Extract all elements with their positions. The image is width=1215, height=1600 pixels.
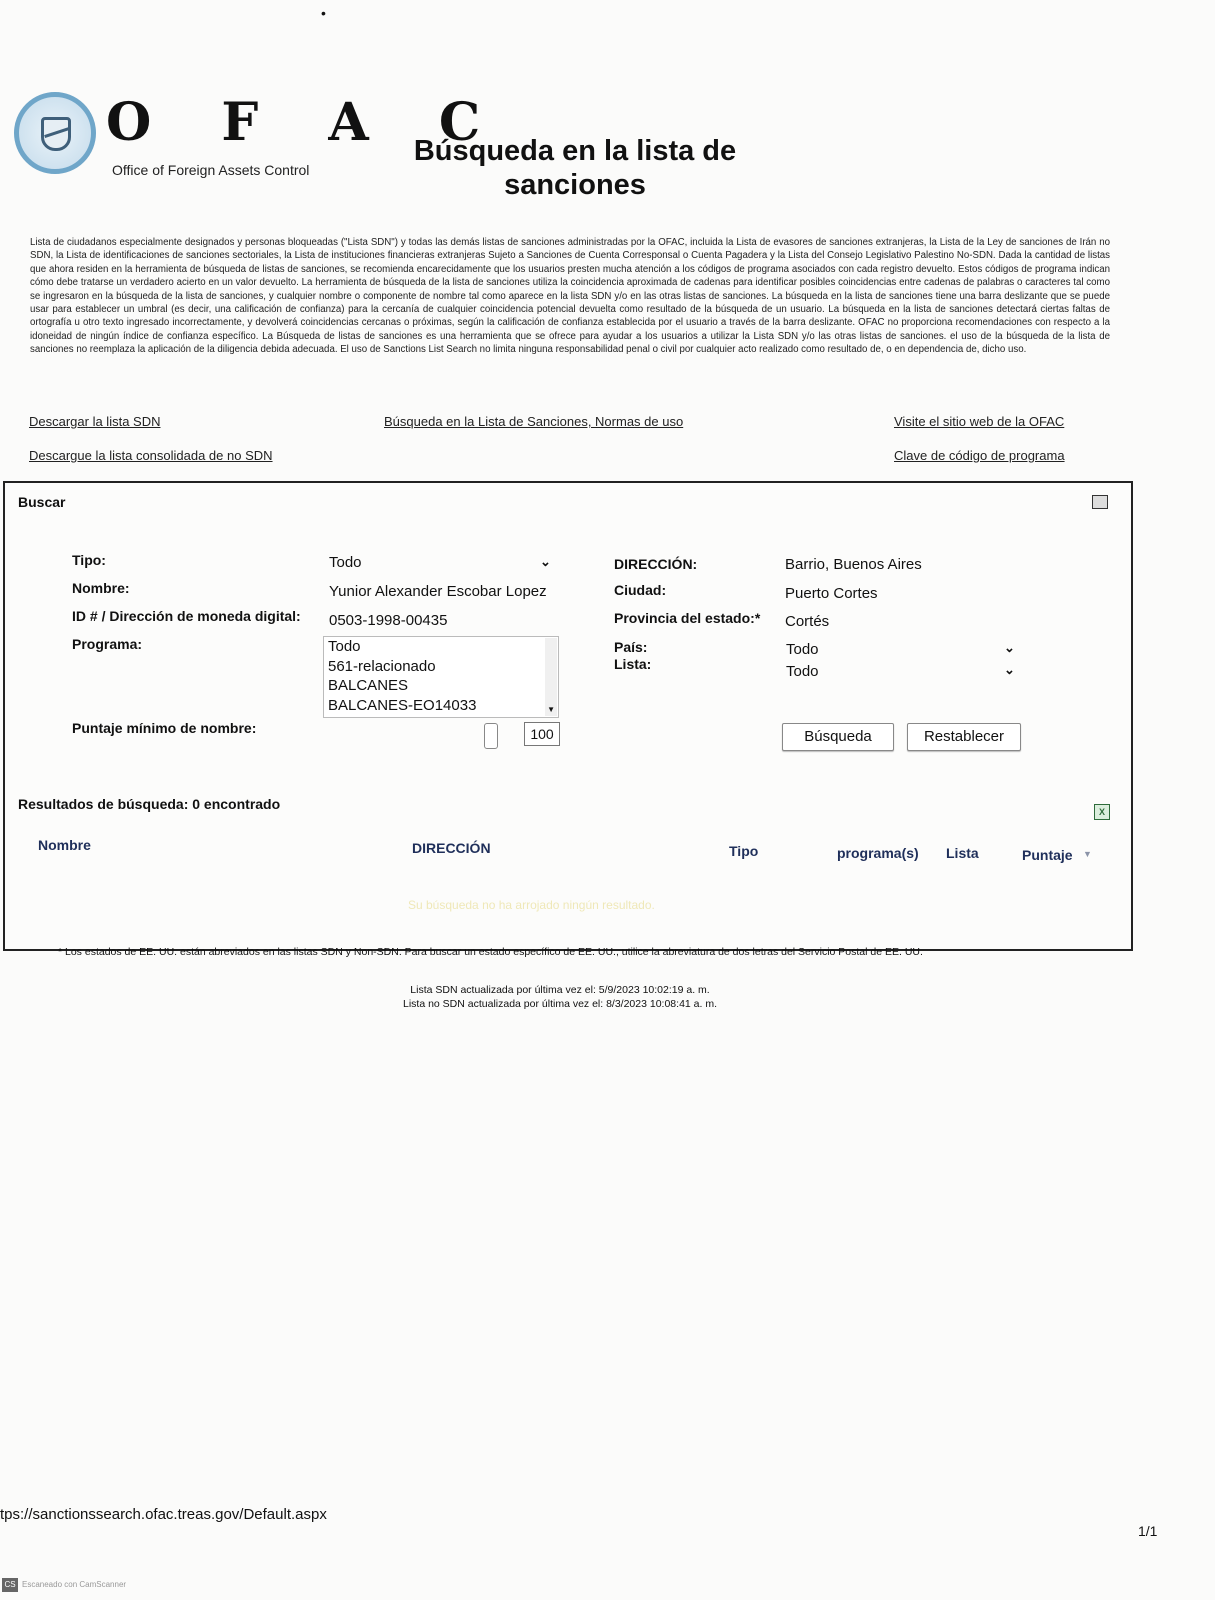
program-option[interactable]: Todo — [328, 638, 361, 655]
logo-subtitle: Office of Foreign Assets Control — [112, 162, 310, 178]
scanner-logo: CS — [2, 1578, 18, 1592]
type-label: Tipo: — [72, 552, 106, 568]
scanner-watermark — [2, 1578, 126, 1592]
logo-letters: O F A C — [106, 92, 507, 153]
column-header-name[interactable]: Nombre — [38, 837, 91, 853]
chevron-down-icon[interactable]: ⌄ — [540, 554, 551, 569]
download-sdn-link[interactable]: Descargar la lista SDN — [29, 414, 161, 429]
non-sdn-updated: Lista no SDN actualizada por última vez el: 8/3/2023 10:08:41 a. m. — [402, 998, 717, 1010]
name-label: Nombre: — [72, 580, 130, 596]
address-label: DIRECCIÓN: — [614, 556, 698, 572]
ofac-seal-icon — [14, 92, 96, 174]
column-header-programs[interactable]: programa(s) — [837, 845, 919, 861]
country-select[interactable]: Todo — [786, 641, 819, 658]
page-title-line2: sanciones — [504, 169, 646, 201]
city-input[interactable]: Puerto Cortes — [785, 585, 878, 602]
column-header-address[interactable]: DIRECCIÓN — [412, 840, 491, 856]
download-non-sdn-link[interactable]: Descargue la lista consolidada de no SDN — [29, 448, 273, 463]
results-title: Resultados de búsqueda: 0 encontrado — [18, 796, 281, 812]
program-label: Programa: — [72, 636, 143, 652]
column-header-score[interactable]: Puntaje — [1022, 847, 1073, 863]
min-score-input[interactable]: 100 — [524, 722, 560, 746]
id-label: ID # / Dirección de moneda digital: — [72, 608, 301, 624]
sort-down-icon[interactable]: ▼ — [1083, 849, 1092, 859]
state-input[interactable]: Cortés — [785, 613, 830, 630]
chevron-down-icon[interactable]: ⌄ — [1004, 662, 1015, 677]
page-title — [380, 134, 770, 202]
country-label: País: — [614, 639, 648, 655]
print-url: tps://sanctionssearch.ofac.treas.gov/Default.aspx — [0, 1506, 327, 1523]
sdn-updated: Lista SDN actualizada por última vez el: 5/9/2023 10:02:19 a. m. — [410, 984, 710, 996]
type-select[interactable]: Todo — [329, 554, 362, 571]
states-footnote: * Los estados de EE. UU. están abreviados en las listas SDN y Non-SDN. Para buscar un estado específico de EE. UU., utilice la abreviatura de dos letras del Servicio Postal de EE. UU. — [58, 946, 923, 958]
state-label: Provincia del estado:* — [614, 610, 761, 626]
program-option[interactable]: BALCANES-EO14033 — [328, 696, 477, 714]
excel-export-icon[interactable]: X — [1094, 804, 1110, 820]
program-key-link[interactable]: Clave de código de programa — [894, 448, 1065, 463]
chevron-down-icon[interactable]: ⌄ — [1004, 640, 1015, 655]
id-input[interactable]: 0503-1998-00435 — [329, 612, 448, 629]
terms-of-use-link[interactable]: Búsqueda en la Lista de Sanciones, Normas de uso — [384, 414, 684, 429]
search-button[interactable]: Búsqueda — [782, 723, 894, 751]
program-listbox[interactable] — [323, 636, 559, 718]
page-number: 1/1 — [1138, 1523, 1158, 1539]
program-option[interactable]: BALCANES — [328, 677, 409, 694]
column-header-type[interactable]: Tipo — [729, 843, 759, 859]
search-panel — [3, 481, 1133, 951]
no-results-message: Su búsqueda no ha arrojado ningún resultado. — [408, 898, 655, 912]
address-input[interactable]: Barrio, Buenos Aires — [785, 556, 922, 573]
program-option[interactable]: 561-relacionado — [328, 657, 436, 675]
page-title-line1: Búsqueda en la lista de — [413, 135, 737, 167]
name-input[interactable]: Yunior Alexander Escobar Lopez — [329, 583, 547, 600]
intro-paragraph: Lista de ciudadanos especialmente designados y personas bloqueadas ("Lista SDN") y todas las demás listas de sanciones administradas por la OFAC, incluida la Lista de evasores de sanciones extranjeras, la Lista de la Ley de sanciones de Irán no SDN, la Lista de identificaciones de sanciones sectoriales, la Lista de instituciones financieras extranjeras Sujeto a Sanciones de Cuenta Corresponsal o Cuenta Pagadera y la Lista del Consejo Legislativo Palestino No-SDN. Dada la cantidad de listas que ahora residen en la herramienta de búsqueda de listas de sanciones, se recomienda encarecidamente que los usuarios presten mucha atención a los códigos de programa asociados con cada registro devuelto. Estos códigos de programa indican cómo debe tratarse un verdadero acierto en un valor devuelto. La herramienta de búsqueda de la lista de sanciones utiliza la coincidencia aproximada de cadenas para identificar posibles coincidencias entre cadenas de palabras o caracteres tal como se ingresaron en la búsqueda de la lista de sanciones, y cualquier nombre o componente de nombre tal como aparece en la lista SDN y/o en las otras listas de sanciones. La búsqueda en la lista de sanciones tiene una barra deslizante que se puede usar para establecer un umbral (es decir, una calificación de confianza) para la cercanía de cualquier coincidencia potencial devuelta como resultado de la búsqueda de un usuario. La búsqueda en la lista de sanciones detectará ciertas faltas de ortografía u otro texto ingresado incorrectamente, y devolverá coincidencias cercanas o próximas, según la calificación de confianza establecida por el usuario a través de la barra deslizante. OFAC no proporciona recomendaciones con respecto a la idoneidad de ningún índice de confianza específico. La Búsqueda de listas de sanciones es una herramienta que se ofrece para ayudar a los usuarios a utilizar la Lista SDN y/o las otras listas de sanciones. el uso de la búsqueda de la lista de sanciones no reemplaza la aplicación de la diligencia debida adecuada. El uso de Sanctions List Search no limita ninguna responsabilidad penal o civil por cualquier acto realizado como resultado de, o en dependencia de, dicho uso. — [30, 237, 1110, 356]
printer-icon[interactable] — [1092, 495, 1108, 509]
search-panel-title: Buscar — [18, 494, 66, 510]
scanner-text: Escaneado con CamScanner — [22, 1580, 127, 1590]
city-label: Ciudad: — [614, 582, 667, 598]
list-label: Lista: — [614, 656, 652, 672]
column-header-list[interactable]: Lista — [946, 845, 979, 861]
min-score-label: Puntaje mínimo de nombre: — [72, 720, 257, 736]
score-slider-handle[interactable] — [484, 723, 498, 749]
visit-ofac-link[interactable]: Visite el sitio web de la OFAC — [894, 414, 1065, 429]
scroll-down-icon[interactable]: ▼ — [547, 705, 555, 714]
list-select[interactable]: Todo — [786, 663, 819, 680]
reset-button[interactable]: Restablecer — [907, 723, 1021, 751]
scan-artifact: • — [321, 5, 326, 21]
